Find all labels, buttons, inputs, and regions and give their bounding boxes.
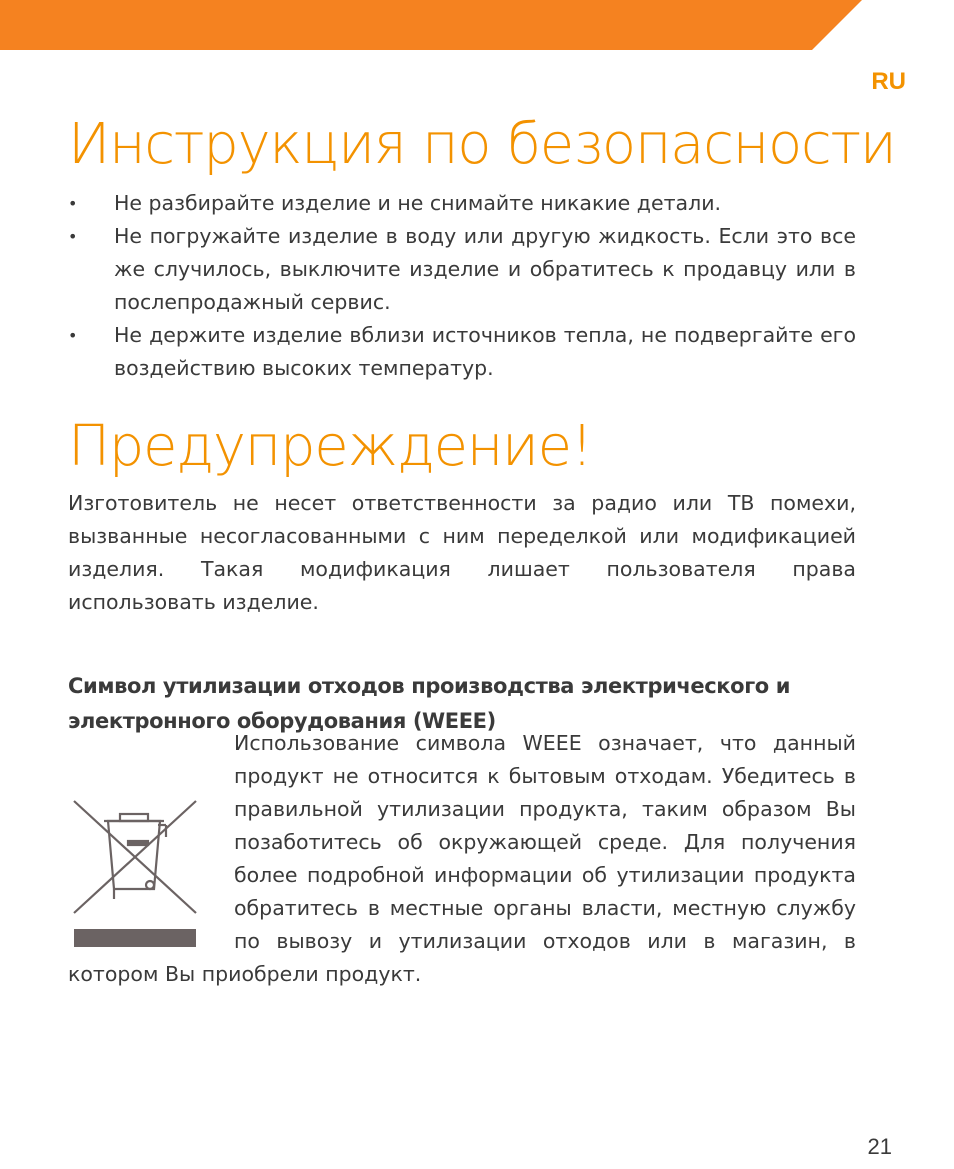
- header-orange-bar: [0, 0, 954, 50]
- weee-text: Использование символа WEEE означает, что данный продукт не относится к бытовым отходам. Убедитесь в правильной утилизации продукта, таким образом Вы позаботитесь об окружающей среде. Для получения более подробной информации об утилизации продукта обратитесь в местные органы власти, местную службу по вывозу и утилизации отходов или в магазин, в котором Вы приобрели продукт.: [68, 731, 856, 986]
- list-item: [68, 319, 856, 385]
- safety-list: [68, 187, 856, 385]
- crossed-out-wheelie-bin-icon: [68, 793, 200, 953]
- page-number: 21: [867, 1134, 892, 1159]
- bullet-icon: •: [68, 326, 78, 345]
- weee-title: Символ утилизации отходов производства электрического и электронного оборудования (WEEE): [68, 674, 791, 733]
- list-item: [68, 220, 856, 319]
- safety-item-text: Не погружайте изделие в воду или другую жидкость. Если это все же случилось, выключите изделие и обратитесь к продавцу или в послепродажный сервис.: [114, 224, 856, 314]
- safety-item-text: Не разбирайте изделие и не снимайте никакие детали.: [114, 191, 722, 215]
- list-item: [68, 187, 856, 220]
- bullet-icon: •: [68, 227, 78, 246]
- language-tag: RU: [871, 68, 906, 95]
- warning-title: Предупреждение!: [68, 414, 592, 479]
- weee-body: [68, 727, 856, 991]
- warning-text: Изготовитель не несет ответственности за радио или ТВ помехи, вызванные несогласованными с ним переделкой или модификацией изделия. Такая модификация лишает пользователя права использовать изделие.: [68, 491, 856, 614]
- safety-title: Инструкция по безопасности: [68, 112, 896, 177]
- page-content: [68, 105, 896, 739]
- bullet-icon: •: [68, 194, 78, 213]
- safety-item-text: Не держите изделие вблизи источников тепла, не подвергайте его воздействию высоких температур.: [114, 323, 856, 380]
